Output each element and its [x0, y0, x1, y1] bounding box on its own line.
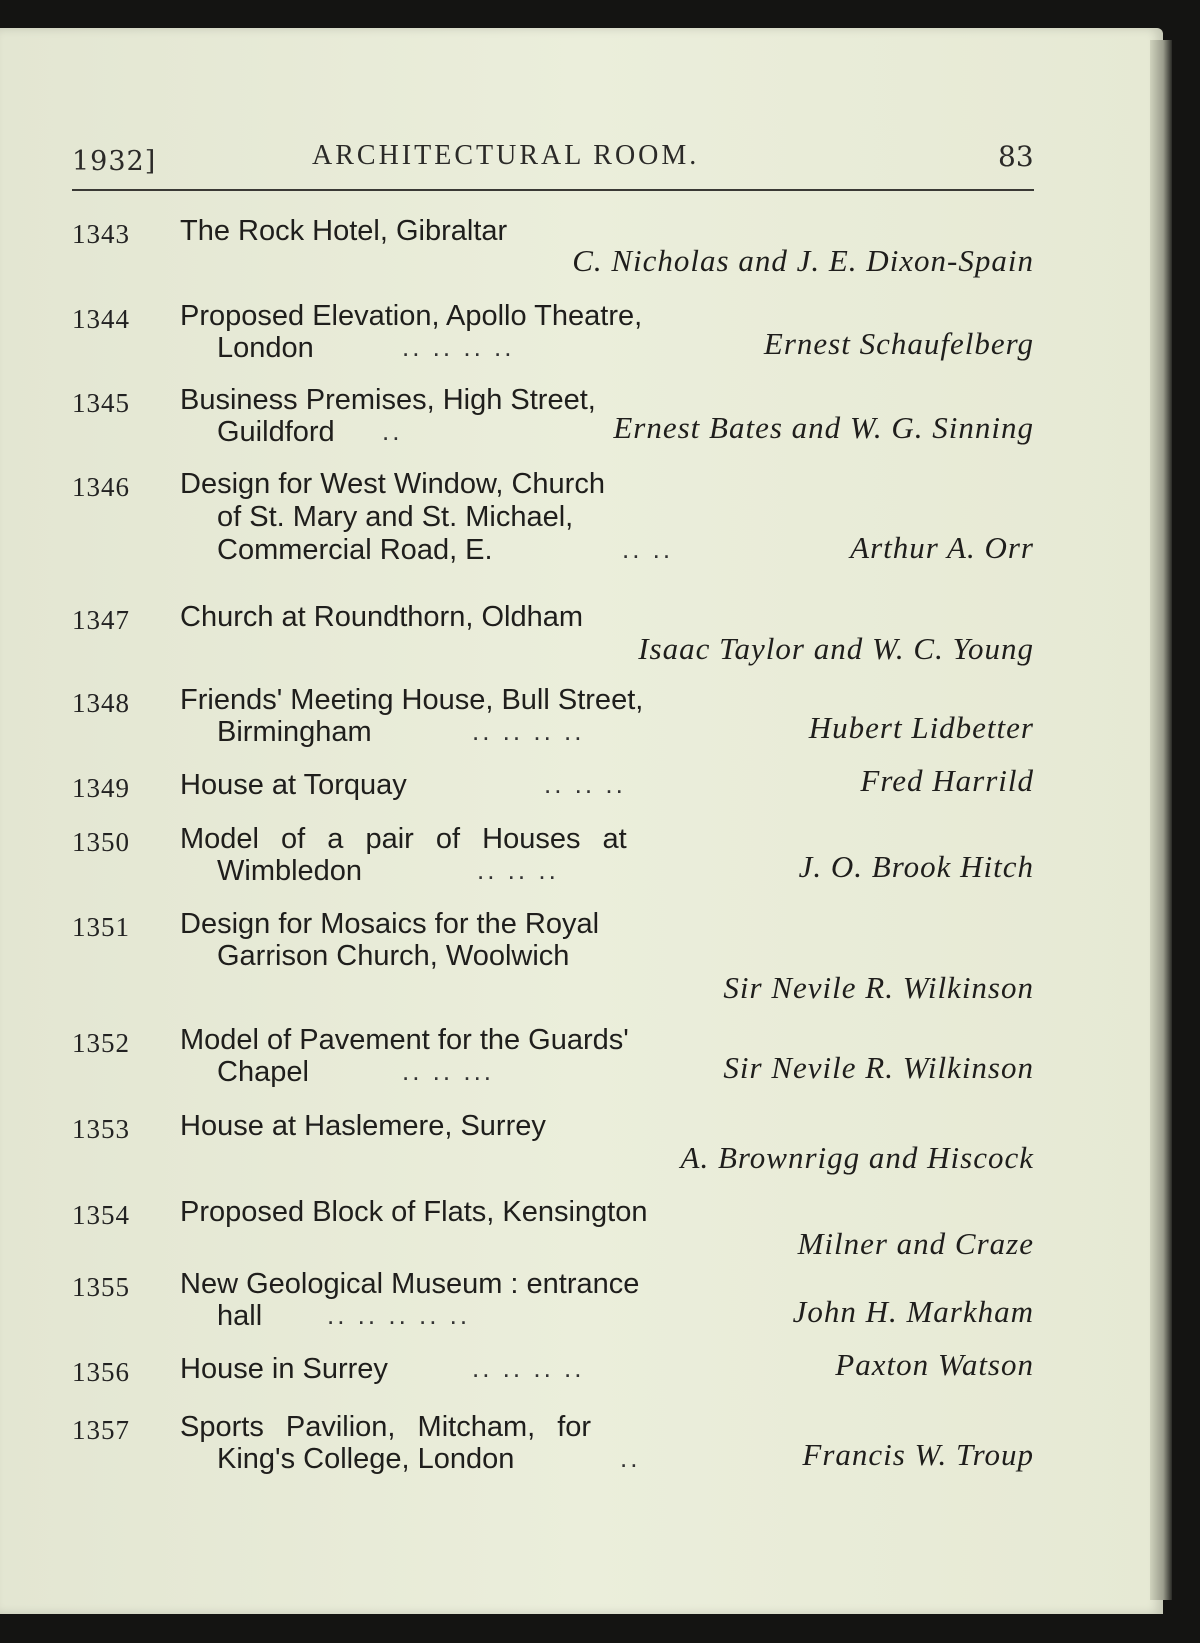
entry-number: 1355 [72, 1272, 130, 1302]
entry-title-line-1: Design for Mosaics for the Royal [180, 908, 600, 940]
catalogue-entry [72, 1024, 1034, 1094]
entry-architect: Ernest Schaufelberg [763, 326, 1034, 361]
entry-number: 1351 [72, 912, 130, 942]
entry-architect: C. Nicholas and J. E. Dixon-Spain [572, 243, 1034, 278]
catalogue-entry [72, 468, 1034, 568]
entry-title-line-1: House at Haslemere, Surrey [180, 1110, 546, 1142]
entry-title-line-2: of St. Mary and St. Michael, [217, 501, 574, 533]
entry-number: 1353 [72, 1114, 130, 1144]
catalogue-entry [72, 215, 1034, 285]
entry-architect: Sir Nevile R. Wilkinson [723, 970, 1034, 1005]
catalogue-entry [72, 823, 1034, 893]
entry-number: 1357 [72, 1415, 130, 1445]
book-page [0, 28, 1163, 1614]
entry-architect: Fred Harrild [860, 763, 1034, 798]
catalogue-entry [72, 1196, 1034, 1266]
entry-number: 1346 [72, 472, 130, 502]
leader-dots: .. .. .. .. .. [327, 1300, 471, 1330]
catalogue-entries [0, 28, 1163, 1614]
entry-number: 1350 [72, 827, 130, 857]
entry-architect: J. O. Brook Hitch [798, 849, 1034, 884]
entry-title-line-1: Proposed Block of Flats, Kensington [180, 1196, 648, 1228]
leader-dots: .. .. .. .. [402, 332, 515, 362]
entry-title-line-3: Commercial Road, E. [217, 534, 493, 566]
catalogue-entry [72, 1411, 1034, 1481]
leader-dots: .. .. .. .. [472, 716, 585, 746]
catalogue-entry [72, 1110, 1034, 1180]
entry-number: 1348 [72, 688, 130, 718]
catalogue-entry [72, 1268, 1034, 1338]
catalogue-entry [72, 763, 1034, 809]
entry-title-line-2: hall [217, 1300, 263, 1332]
entry-title-line-1: Sports Pavilion, Mitcham, for [180, 1411, 592, 1443]
entry-title-line-1: The Rock Hotel, Gibraltar [180, 215, 508, 247]
entry-architect: Ernest Bates and W. G. Sinning [613, 410, 1034, 445]
entry-title-line-2: Chapel [217, 1056, 309, 1088]
leader-dots: .. .. .. .. [472, 1353, 585, 1383]
entry-architect: Francis W. Troup [802, 1437, 1034, 1472]
entry-number: 1343 [72, 219, 130, 249]
entry-title-line-1: Design for West Window, Church [180, 468, 605, 500]
header-page-number: 83 [998, 140, 1034, 173]
catalogue-entry [72, 384, 1034, 454]
leader-dots: .. .. .. [544, 769, 626, 799]
entry-number: 1347 [72, 605, 130, 635]
entry-number: 1349 [72, 773, 130, 803]
entry-architect: Sir Nevile R. Wilkinson [723, 1050, 1034, 1085]
entry-title-line-1: Model of a pair of Houses at [180, 823, 627, 855]
entry-title-line-2: Guildford [217, 416, 335, 448]
entry-title-line-1: House in Surrey [180, 1353, 388, 1385]
entry-title-line-2: London [217, 332, 314, 364]
entry-architect: Arthur A. Orr [850, 530, 1034, 565]
entry-title-line-1: Business Premises, High Street, [180, 384, 596, 416]
entry-number: 1344 [72, 304, 130, 334]
entry-architect: A. Brownrigg and Hiscock [680, 1140, 1034, 1175]
entry-title-line-1: Friends' Meeting House, Bull Street, [180, 684, 644, 716]
entry-architect: Hubert Lidbetter [808, 710, 1034, 745]
entry-title-line-2: Garrison Church, Woolwich [217, 940, 570, 972]
entry-number: 1352 [72, 1028, 130, 1058]
leader-dots: .. .. ... [402, 1056, 495, 1086]
entry-architect: Milner and Craze [797, 1226, 1034, 1261]
page-edge [1150, 40, 1172, 1600]
header-title: ARCHITECTURAL ROOM. [312, 140, 700, 171]
entry-title-line-1: House at Torquay [180, 769, 407, 801]
entry-title-line-1: Church at Roundthorn, Oldham [180, 601, 583, 633]
leader-dots: .. [382, 416, 403, 446]
entry-number: 1356 [72, 1357, 130, 1387]
catalogue-entry [72, 684, 1034, 754]
entry-architect: Isaac Taylor and W. C. Young [638, 631, 1034, 666]
leader-dots: .. .. .. [477, 855, 559, 885]
entry-number: 1354 [72, 1200, 130, 1230]
catalogue-entry [72, 601, 1034, 671]
entry-number: 1345 [72, 388, 130, 418]
catalogue-entry [72, 300, 1034, 370]
entry-title-line-2: King's College, London [217, 1443, 515, 1475]
catalogue-entry [72, 908, 1034, 1008]
entry-title-line-1: Model of Pavement for the Guards' [180, 1024, 629, 1056]
entry-title-line-2: Wimbledon [217, 855, 363, 887]
leader-dots: .. .. [622, 534, 674, 564]
leader-dots: .. [620, 1443, 641, 1473]
catalogue-entry [72, 1347, 1034, 1393]
entry-architect: John H. Markham [792, 1294, 1034, 1329]
entry-title-line-2: Birmingham [217, 716, 372, 748]
entry-title-line-1: Proposed Elevation, Apollo Theatre, [180, 300, 643, 332]
header-year: 1932] [72, 146, 157, 177]
entry-architect: Paxton Watson [835, 1347, 1034, 1382]
entry-title-line-1: New Geological Museum : entrance [180, 1268, 640, 1300]
